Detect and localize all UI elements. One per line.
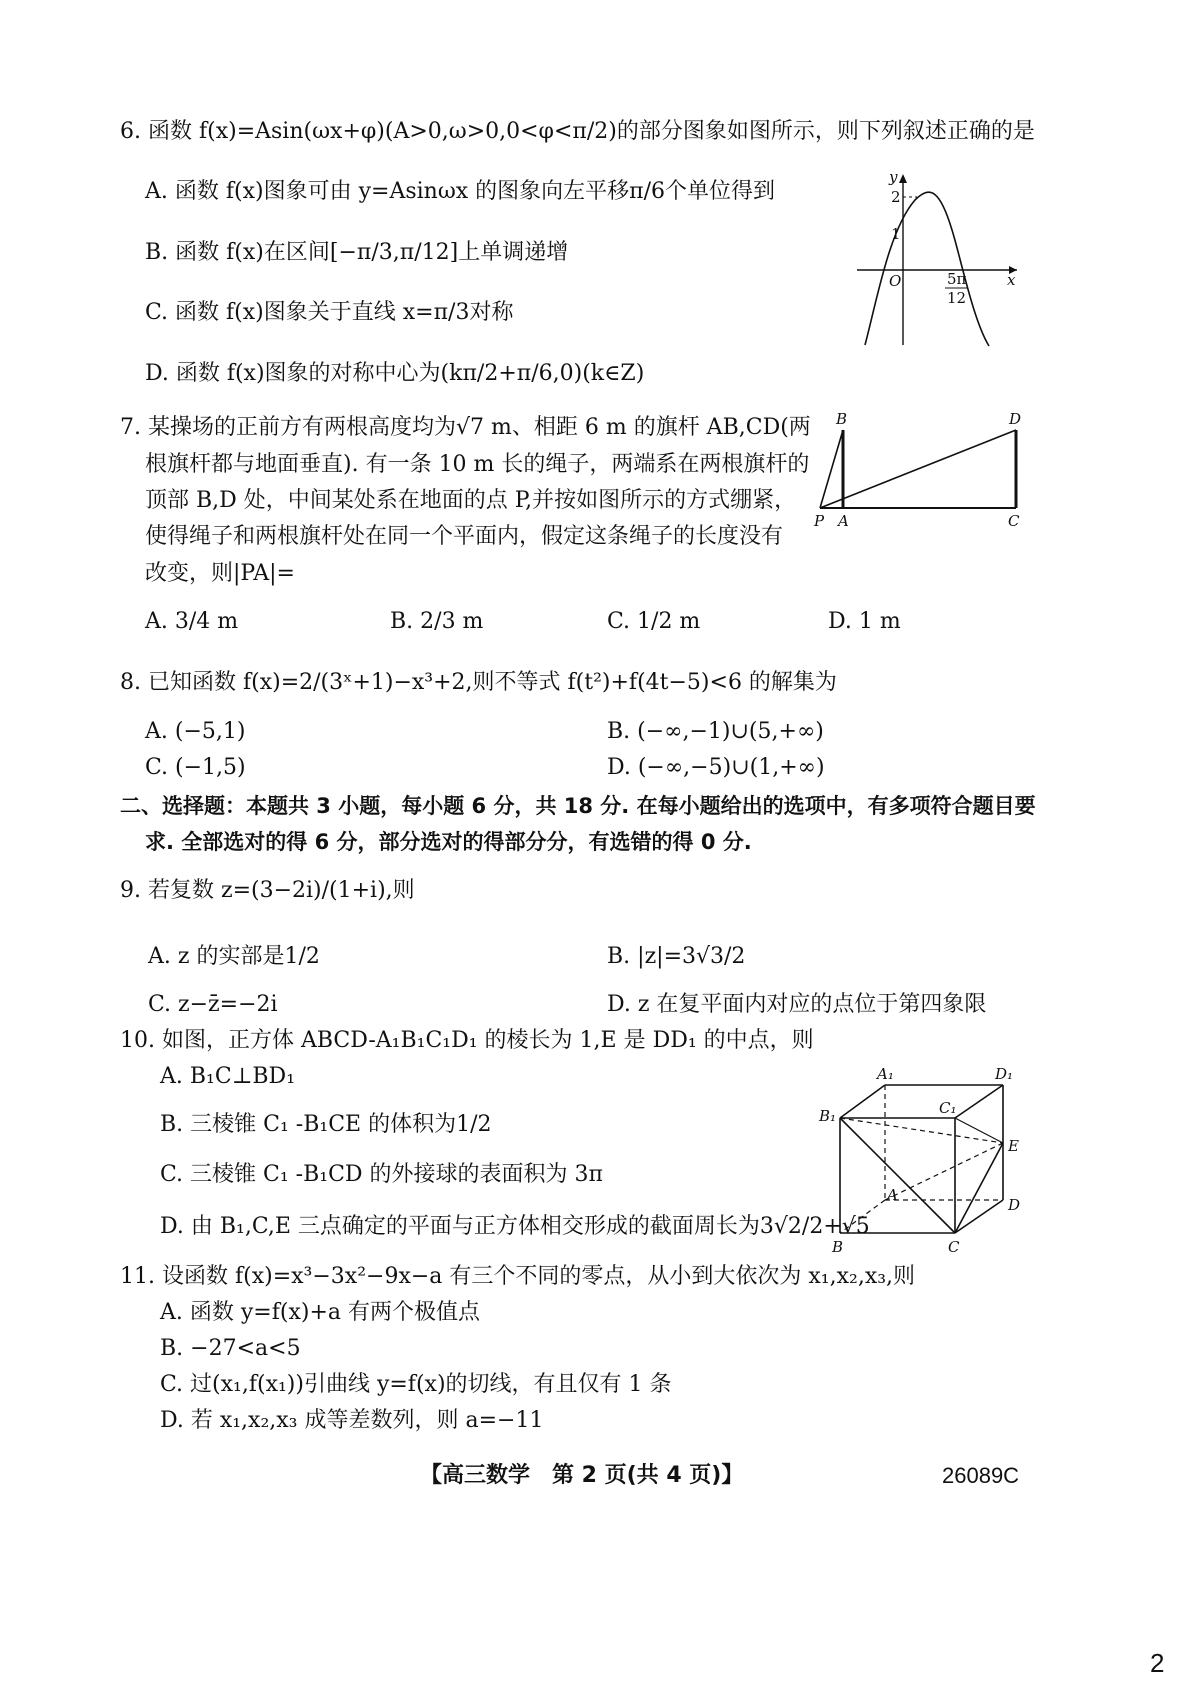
paper-code: 26089C <box>942 1463 1020 1488</box>
q6-option-a: A. 函数 f(x)图象可由 y=Asinωx 的图象向左平移π/6个单位得到 <box>145 179 776 204</box>
q6-sine-graph <box>855 170 1025 350</box>
q7-line-1: 7. 某操场的正前方有两根高度均为√7 m、相距 6 m 的旗杆 AB,CD(两 <box>120 415 811 440</box>
q10-option-c: C. 三棱锥 C₁ -B₁CD 的外接球的表面积为 3π <box>160 1162 604 1187</box>
q11-option-b: B. −27<a<5 <box>160 1336 301 1361</box>
q7-option-a: A. 3/4 m <box>145 609 239 634</box>
q9-option-b: B. |z|=3√3/2 <box>607 944 746 969</box>
q6-option-b: B. 函数 f(x)在区间[−π/3,π/12]上单调递增 <box>145 240 569 265</box>
q9-stem: 9. 若复数 z=(3−2i)/(1+i),则 <box>120 878 415 903</box>
q7-label-c: C <box>1008 512 1020 530</box>
q10-stem: 10. 如图，正方体 ABCD-A₁B₁C₁D₁ 的棱长为 1,E 是 DD₁ 的中点，则 <box>120 1028 814 1053</box>
scan-page-number: 2 <box>1150 1648 1165 1678</box>
q7-flagpole-figure <box>812 412 1027 532</box>
q10-label-d1: D₁ <box>995 1065 1014 1083</box>
q7-line-4: 使得绳子和两根旗杆处在同一个平面内，假定这条绳子的长度没有 <box>145 524 784 549</box>
q10-cube-figure <box>815 1065 1030 1260</box>
q6-option-d: D. 函数 f(x)图象的对称中心为(kπ/2+π/6,0)(k∈Z) <box>145 361 645 386</box>
q8-option-a: A. (−5,1) <box>145 719 246 744</box>
q10-label-d: D <box>1008 1196 1021 1214</box>
q7-line-3: 顶部 B,D 处，中间某处系在地面的点 P,并按如图所示的方式绷紧， <box>145 488 797 513</box>
q7-option-d: D. 1 m <box>828 609 901 634</box>
q6-origin-label: O <box>889 272 902 290</box>
q10-label-a1: A₁ <box>877 1065 894 1083</box>
section-2-instructions-line-1: 二、选择题：本题共 3 小题，每小题 6 分，共 18 分. 在每小题给出的选项中，有多项符合题目要 <box>120 794 1036 818</box>
q7-option-b: B. 2/3 m <box>390 609 484 634</box>
q6-y-tick-2: 2 <box>891 188 901 206</box>
q11-option-c: C. 过(x₁,f(x₁))引曲线 y=f(x)的切线，有且仅有 1 条 <box>160 1372 672 1397</box>
q7-label-b: B <box>836 410 848 428</box>
q7-line-5: 改变，则|PA|= <box>145 561 295 586</box>
q7-label-a: A <box>838 512 849 530</box>
q8-option-b: B. (−∞,−1)∪(5,+∞) <box>607 719 824 744</box>
q10-label-b: B <box>832 1238 844 1256</box>
q11-option-a: A. 函数 y=f(x)+a 有两个极值点 <box>160 1300 480 1325</box>
q8-option-d: D. (−∞,−5)∪(1,+∞) <box>607 755 825 780</box>
q7-label-d: D <box>1009 410 1022 428</box>
q9-option-d: D. z 在复平面内对应的点位于第四象限 <box>607 992 987 1017</box>
q10-option-d: D. 由 B₁,C,E 三点确定的平面与正方体相交形成的截面周长为3√2/2+√5 <box>160 1214 870 1239</box>
q6-x-tick-denominator: 12 <box>947 289 967 307</box>
q6-y-axis-label: y <box>889 168 898 186</box>
q9-option-a: A. z 的实部是1/2 <box>148 944 320 969</box>
q10-option-b: B. 三棱锥 C₁ -B₁CE 的体积为1/2 <box>160 1112 492 1137</box>
q7-label-p: P <box>814 512 825 530</box>
q10-label-c1: C₁ <box>939 1099 957 1117</box>
page-footer-title: 【高三数学 第 2 页(共 4 页)】 <box>420 1463 744 1488</box>
q10-option-a: A. B₁C⊥BD₁ <box>160 1064 296 1089</box>
q6-stem: 6. 函数 f(x)=Asin(ωx+φ)(A>0,ω>0,0<φ<π/2)的部分图象如图所示，则下列叙述正确的是 <box>120 119 1035 144</box>
q10-label-e: E <box>1008 1137 1019 1155</box>
q6-option-c: C. 函数 f(x)图象关于直线 x=π/3对称 <box>145 300 514 325</box>
q10-label-c: C <box>948 1238 960 1256</box>
q8-option-c: C. (−1,5) <box>145 755 246 780</box>
q9-option-c: C. z−z̄=−2i <box>148 992 278 1017</box>
q8-stem: 8. 已知函数 f(x)=2/(3ˣ+1)−x³+2,则不等式 f(t²)+f(4t−5)<6 的解集为 <box>120 670 837 695</box>
q6-x-tick-numerator: 5π <box>947 270 967 288</box>
q6-x-axis-label: x <box>1007 271 1016 289</box>
section-2-instructions-line-2: 求. 全部选对的得 6 分，部分选对的得部分分，有选错的得 0 分. <box>145 830 752 854</box>
q11-option-d: D. 若 x₁,x₂,x₃ 成等差数列，则 a=−11 <box>160 1408 544 1433</box>
q10-label-b1: B₁ <box>819 1107 837 1125</box>
q7-line-2: 根旗杆都与地面垂直). 有一条 10 m 长的绳子，两端系在两根旗杆的 <box>145 452 810 477</box>
q6-y-tick-1: 1 <box>891 225 901 243</box>
q10-label-a: A <box>887 1186 898 1204</box>
q7-option-c: C. 1/2 m <box>607 609 701 634</box>
q11-stem: 11. 设函数 f(x)=x³−3x²−9x−a 有三个不同的零点，从小到大依次为 x₁,x₂,x₃,则 <box>120 1264 916 1289</box>
